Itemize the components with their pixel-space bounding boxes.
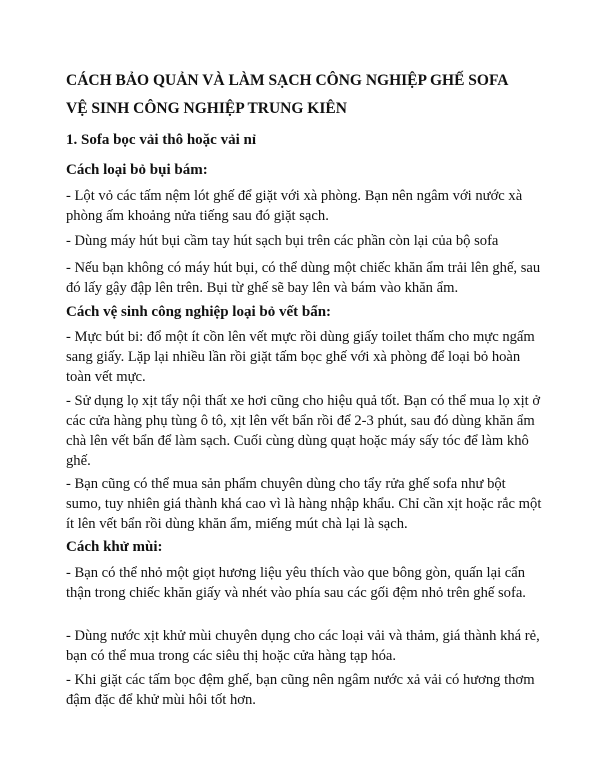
document-title-line-2: VỆ SINH CÔNG NGHIỆP TRUNG KIÊN [66,100,347,117]
stain-step-3: - Bạn cũng có thể mua sản phẩm chuyên dùng cho tẩy rửa ghế sofa như bột sumo, tuy nhiên giá thành khá cao vì là hàng nhập khẩu. Chỉ cần xịt hoặc rắc một ít lên vết bẩn rồi dùng khăn ẩm, miếng mút chà lại là sạch. [66,476,542,532]
stain-step-1: - Mực bút bi: đổ một ít cồn lên vết mực rồi dùng giấy toilet thấm cho mực ngấm sang giấy. Lặp lại nhiều lần rồi giặt tấm bọc ghế với xà phòng để loại bỏ hoàn toàn vết mực. [66,329,535,385]
dust-step-2: - Dùng máy hút bụi cầm tay hút sạch bụi trên các phần còn lại của bộ sofa [66,233,499,249]
dust-step-1: - Lột vỏ các tấm nệm lót ghế để giặt với xà phòng. Bạn nên ngâm với nước xà phòng ấm khoảng nửa tiếng sau đó giặt sạch. [66,188,523,224]
odor-step-2: - Dùng nước xịt khử mùi chuyên dụng cho các loại vải và thảm, giá thành khá rẻ, bạn có thể mua trong các siêu thị hoặc cửa hàng tạp hóa. [66,628,540,664]
odor-removal-heading: Cách khử mùi: [66,539,163,555]
stain-step-2: - Sử dụng lọ xịt tẩy nội thất xe hơi cũng cho hiệu quả tốt. Bạn có thể mua lọ xịt ở các cửa hàng phụ tùng ô tô, xịt lên vết bẩn rồi để 2-3 phút, sau đó dùng khăn ẩm chà lên vết bẩn để làm sạch. Cuối cùng dùng quạt hoặc máy sấy tóc để làm khô ghế. [66,393,541,469]
odor-step-1: - Bạn có thể nhỏ một giọt hương liệu yêu thích vào que bông gòn, quấn lại cẩn thận trong chiếc khăn giấy và nhét vào phía sau các gối đệm nhỏ trên ghế sofa. [66,565,526,601]
odor-step-3: - Khi giặt các tấm bọc đệm ghế, bạn cũng nên ngâm nước xả vải có hương thơm đậm đặc để khử mùi hôi tốt hơn. [66,672,535,708]
document-title-line-1: CÁCH BẢO QUẢN VÀ LÀM SẠCH CÔNG NGHIỆP GHẾ SOFA [66,72,509,89]
dust-removal-heading: Cách loại bỏ bụi bám: [66,162,208,178]
stain-removal-heading: Cách vệ sinh công nghiệp loại bỏ vết bẩn: [66,304,332,320]
dust-step-3: - Nếu bạn không có máy hút bụi, có thể dùng một chiếc khăn ẩm trải lên ghế, sau đó lấy gậy đập lên trên. Bụi từ ghế sẽ bay lên và bám vào khăn ẩm. [66,260,541,296]
section-heading: 1. Sofa bọc vải thô hoặc vải nỉ [66,132,257,148]
